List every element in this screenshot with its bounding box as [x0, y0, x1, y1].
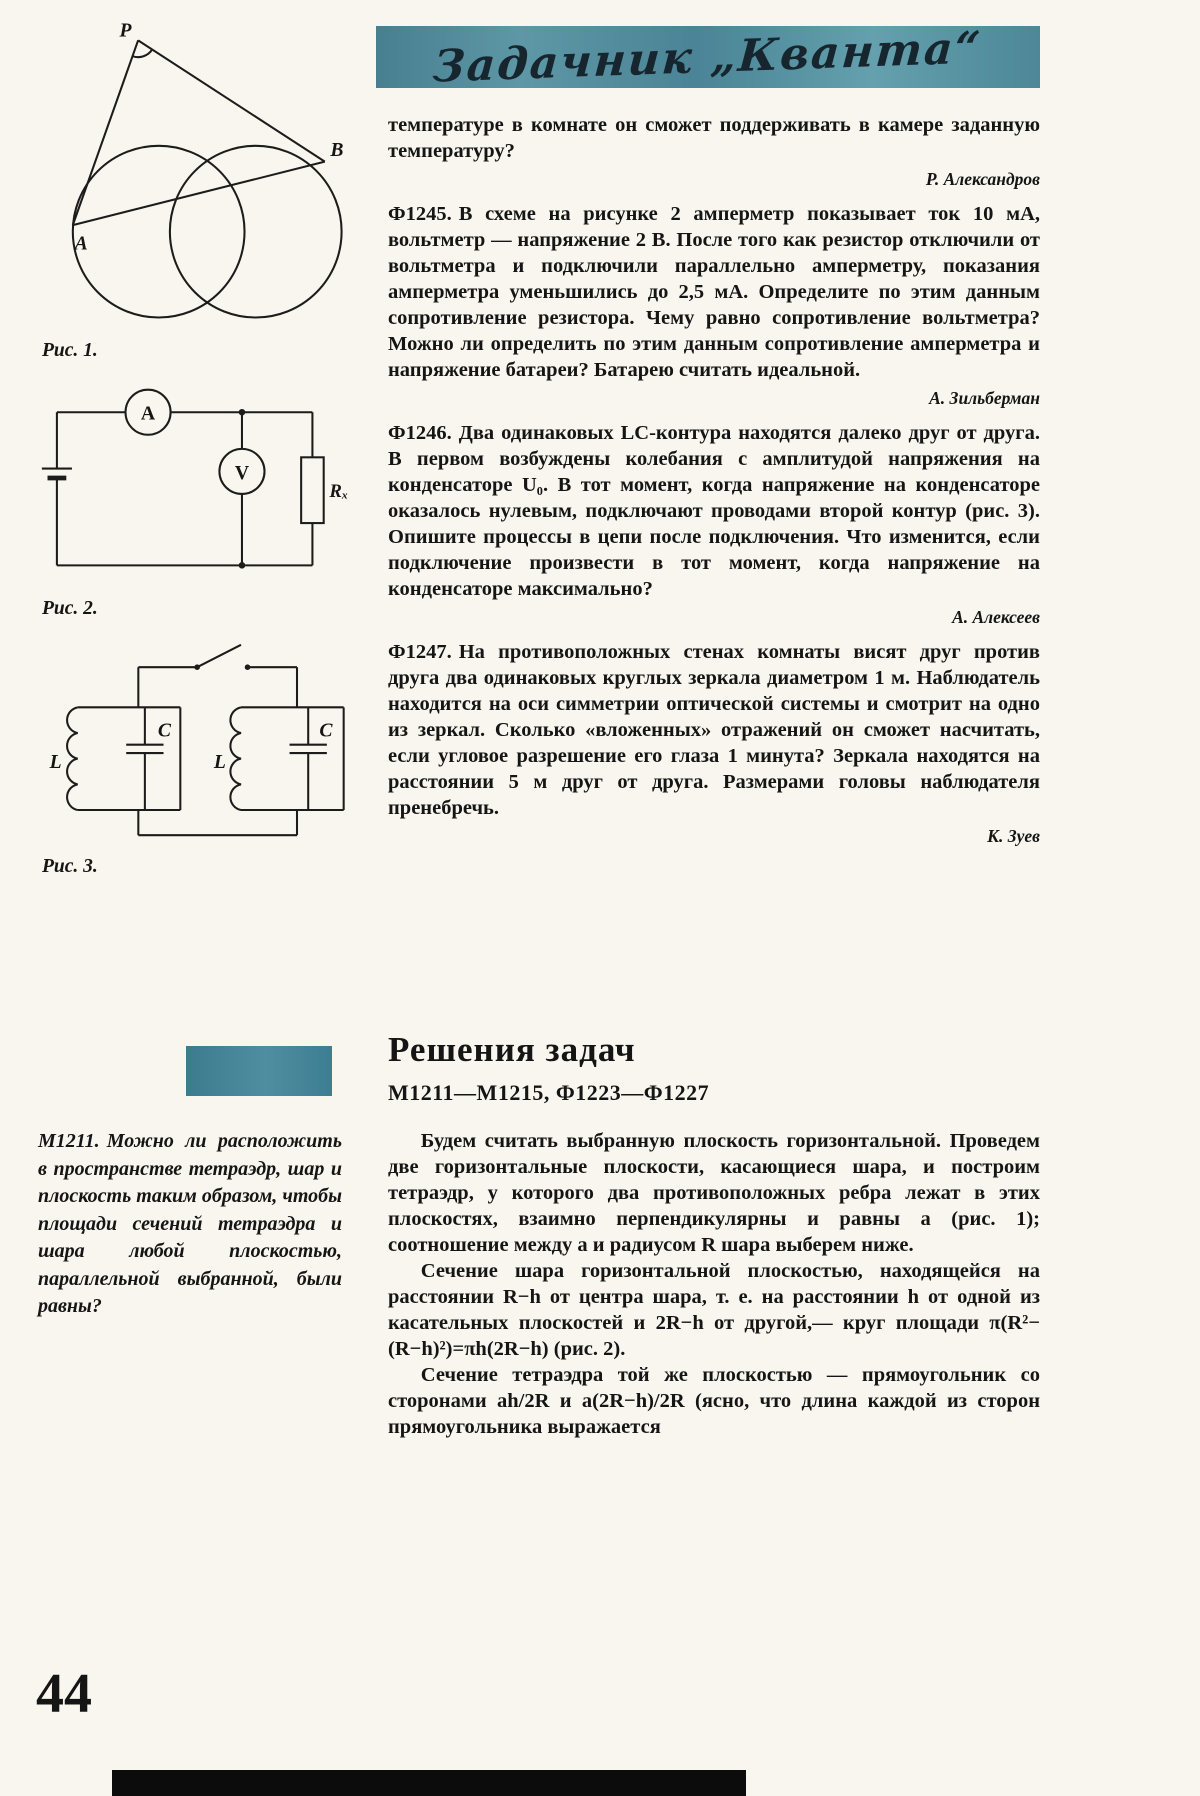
inductor-left-label: L [49, 752, 62, 773]
problem-number: Ф1246. [388, 422, 452, 444]
segment-PB [138, 40, 325, 161]
solution-paragraph: Сечение тетраэдра той же плоскостью — прямоугольник со сторонами ah/2R и a(2R−h)/2R (ясно, что длина каждой из сторон прямоугольника выражается [388, 1364, 1040, 1438]
solution-column [388, 1128, 1040, 1440]
problem-text: Два одинаковых LC-контура находятся далеко друг от друга. В первом возбуждены колебания с амплитудой напряжения на конденсаторе U₀. В тот момент, когда напряжение на конденсаторе оказалось нулевым, подключают проводами второй контур (рис. 3). Опишите процессы в цепи после подключения. Что изменится, если подключение произвести в тот момент, когда напряжение на конденсаторе максимально? [388, 422, 1040, 600]
author-line: К. Зуев [987, 826, 1040, 846]
label-A: A [74, 233, 88, 255]
problem-text: Можно ли расположить в пространстве тетраэдр, шар и плоскость таким образом, чтобы площади сечений тетраэдра и шара любой плоскостью, параллельной выбранной, были равны? [38, 1130, 342, 1317]
figure-1 [28, 12, 364, 330]
solution-paragraph: Будем считать выбранную плоскость горизонтальной. Проведем две горизонтальные плоскости, касающиеся шара, и построим тетраэдр, у которого два противоположных ребра лежат в этих плоскостях, взаимно перпендикулярны и равны a (рис. 1); соотношение между a и радиусом R шара выберем ниже. [388, 1130, 1040, 1256]
node-dot [239, 562, 246, 569]
problem-number: М1211. [38, 1130, 100, 1152]
circle-right [170, 146, 342, 318]
problem-number: Ф1245. [388, 203, 452, 225]
label-P: P [119, 20, 132, 42]
segment-AB [73, 162, 325, 225]
section-banner [376, 21, 1040, 93]
inductor-left-icon [67, 707, 78, 810]
problem-f1245 [388, 201, 1040, 383]
figure-3 [40, 628, 358, 852]
label-B: B [330, 140, 344, 162]
page-number: 44 [36, 1663, 92, 1725]
voltmeter-label: V [234, 461, 250, 484]
figure-1-caption: Рис. 1. [42, 340, 98, 361]
problems-column [388, 112, 1040, 854]
figure-3-caption: Рис. 3. [42, 856, 98, 877]
switch-contact [194, 664, 200, 670]
node-dot [239, 409, 246, 416]
figure-2 [40, 382, 350, 589]
inductor-right-label: L [213, 752, 226, 773]
figure-2-caption: Рис. 2. [42, 598, 98, 619]
resistor-icon [301, 457, 324, 523]
problem-m1211 [38, 1128, 342, 1321]
author-line: Р. Александров [925, 169, 1040, 189]
capacitor-left-label: C [157, 720, 172, 742]
inductor-right-icon [230, 707, 241, 810]
problem-text: На противоположных стенах комнаты висят друг против друга два одинаковых круглых зеркала диаметром 1 м. Наблюдатель находится на оси симметрии оптической системы и смотрит на одно из зеркал. Сколько «вложенных» отражений он сможет насчитать, если угловое разрешение его глаза 1 минута? Зеркала находятся на расстоянии 5 м друг от друга. Размерами головы наблюдателя пренебречь. [388, 641, 1040, 819]
figure-3-lc-circuits [40, 628, 358, 852]
problem-f1246 [388, 420, 1040, 602]
bottom-black-bar [112, 1770, 746, 1796]
continuation-paragraph: температуре в комнате он сможет поддерживать в камере заданную температуру? [388, 114, 1040, 162]
author-line: А. Зильберман [929, 388, 1040, 408]
problem-number: Ф1247. [388, 641, 452, 663]
problem-text: В схеме на рисунке 2 амперметр показывает ток 10 мА, вольтметр — напряжение 2 В. После того как резистор отключили от вольтметра и подключили параллельно амперметру, показания амперметра уменьшились до 2,5 мА. Определите по этим данным сопротивление резистора. Чему равно сопротивление вольтметра? Можно ли определить по этим данным сопротивление амперметра и напряжение батареи? Батарею считать идеальной. [388, 203, 1040, 381]
section-banner-title: Задачник „Кванта“ [431, 21, 985, 93]
capacitor-right-label: C [319, 720, 333, 742]
teal-decoration-block [186, 1046, 332, 1096]
author-line: А. Алексеев [952, 607, 1040, 627]
ammeter-label: A [140, 402, 156, 425]
solutions-subheading: М1211—М1215, Ф1223—Ф1227 [388, 1080, 710, 1105]
figure-1-geometry [28, 12, 364, 330]
resistor-label: Rₓ [329, 480, 349, 502]
circle-left [73, 146, 245, 318]
solution-paragraph: Сечение шара горизонтальной плоскостью, находящейся на расстоянии R−h от центра шара, т. е. на расстоянии h от одной из касательных плоскостей и 2R−h от другой,— круг площади π(R²−(R−h)²)=πh(2R−h) (рис. 2). [388, 1260, 1040, 1360]
solutions-heading: Решения задач [388, 1030, 636, 1069]
switch-blade [197, 645, 241, 667]
segment-PA [73, 40, 138, 225]
problem-f1247 [388, 639, 1040, 821]
figure-2-circuit [40, 382, 350, 589]
